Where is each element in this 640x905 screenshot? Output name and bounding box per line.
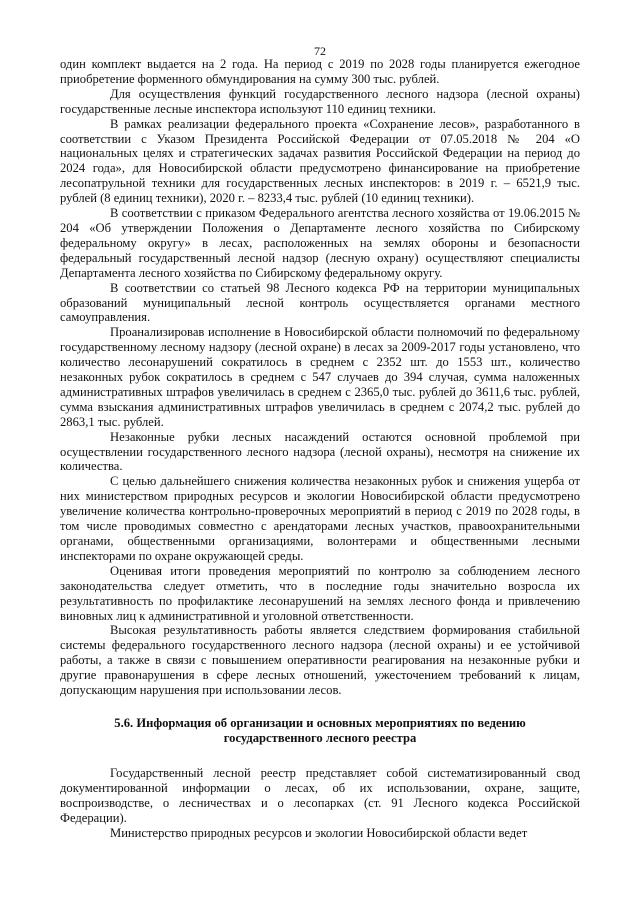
paragraph: В соответствии с приказом Федерального агентства лесного хозяйства от 19.06.2015 № 204 «Об утверждении Положения о Департаменте лесного хозяйства по Сибирскому федеральному округу» в лесах, расположенных на землях обороны и безопасности федеральный государственный лесной надзор (лесную охрану) осуществляют специалисты Департамента лесного хозяйства по Сибирскому федеральному округу. [60,206,580,280]
paragraph: В рамках реализации федерального проекта «Сохранение лесов», разработанного в соответствии с Указом Президента Российской Федерации от 07.05.2018 № 204 «О национальных целях и стратегических задачах развития Российской Федерации на период до 2024 года», для Новосибирской области предусмотрено финансирование на приобретение лесопатрульной техники для государственных лесных инспекторов: в 2019 г. – 6521,9 тыс. рублей (8 единиц техники), 2020 г. – 8233,4 тыс. рублей (10 единиц техники). [60,116,580,206]
paragraph: Министерство природных ресурсов и экологии Новосибирской области ведет [110,825,528,840]
paragraph: Незаконные рубки лесных насаждений остаются основной проблемой при осуществлении государственного лесного надзора (лесной охраны), несмотря на снижение их количества. [60,429,580,474]
paragraph: Оценивая итоги проведения мероприятий по контролю за соблюдением лесного законодательства следует отметить, что в последние годы значительно возросла их результативность по профилактике лесонарушений на землях лесного фонда и привлечению виновных лиц к административной и уголовной ответственности. [60,563,580,623]
paragraph: Для осуществления функций государственного лесного надзора (лесной охраны) государственные лесные инспектора используют 110 единиц техники. [60,86,580,116]
paragraph: Высокая результативность работы является следствием формирования стабильной системы федерального государственного лесного надзора (лесной охраны) и ее устойчивой работы, а также в связи с повышением оперативности реагирования на незаконные рубки и другие правонарушения в сфере лесных отношений, ужесточением требований к лицам, допускающим нарушения при использовании лесов. [60,623,580,698]
section-heading-line: 5.6. Информация об организации и основных мероприятиях по ведению [114,715,526,730]
paragraph: Государственный лесной реестр представляет собой систематизированный свод документированной информации о лесах, об их использовании, охране, защите, воспроизводстве, о лесничествах и о лесопарках (ст. 91 Лесного кодекса Российской Федерации). [60,765,580,825]
section-heading [60,716,580,746]
paragraph: С целью дальнейшего снижения количества незаконных рубок и снижения ущерба от них министерством природных ресурсов и экологии Новосибирской области предусмотрено увеличение количества контрольно-проверочных мероприятий в период с 2019 по 2028 годы, в том числе проводимых совместно с арендаторами лесных участков, правоохранительными органами, общественными организациями, волонтерами и общественными лесными инспекторами по охране окружающей среды. [60,474,580,563]
paragraph: Проанализировав исполнение в Новосибирской области полномочий по федеральному государственному лесному надзору (лесной охране) в лесах за 2009-2017 годы установлено, что количество лесонарушений сократилось в среднем с 2352 шт. до 1553 шт., количество незаконных рубок сократилось в среднем с 547 случаев до 394 случая, сумма наложенных административных штрафов увеличилась в среднем с 2365,0 тыс. рублей до 3611,6 тыс. рублей, сумма взыскания административных штрафов увеличилась в среднем с 2074,2 тыс. рублей до 2863,1 тыс. рублей. [60,325,580,429]
document-body [60,57,580,841]
page-number: 72 [314,44,326,58]
paragraph: В соответствии со статьей 98 Лесного кодекса РФ на территории муниципальных образований муниципальный лесной контроль осуществляется органами местного самоуправления. [60,280,580,325]
section-heading-line: государственного лесного реестра [223,730,417,745]
paragraph: один комплект выдается на 2 года. На период с 2019 по 2028 годы планируется ежегодное приобретение форменного обмундирования на сумму 300 тыс. рублей. [60,57,580,86]
